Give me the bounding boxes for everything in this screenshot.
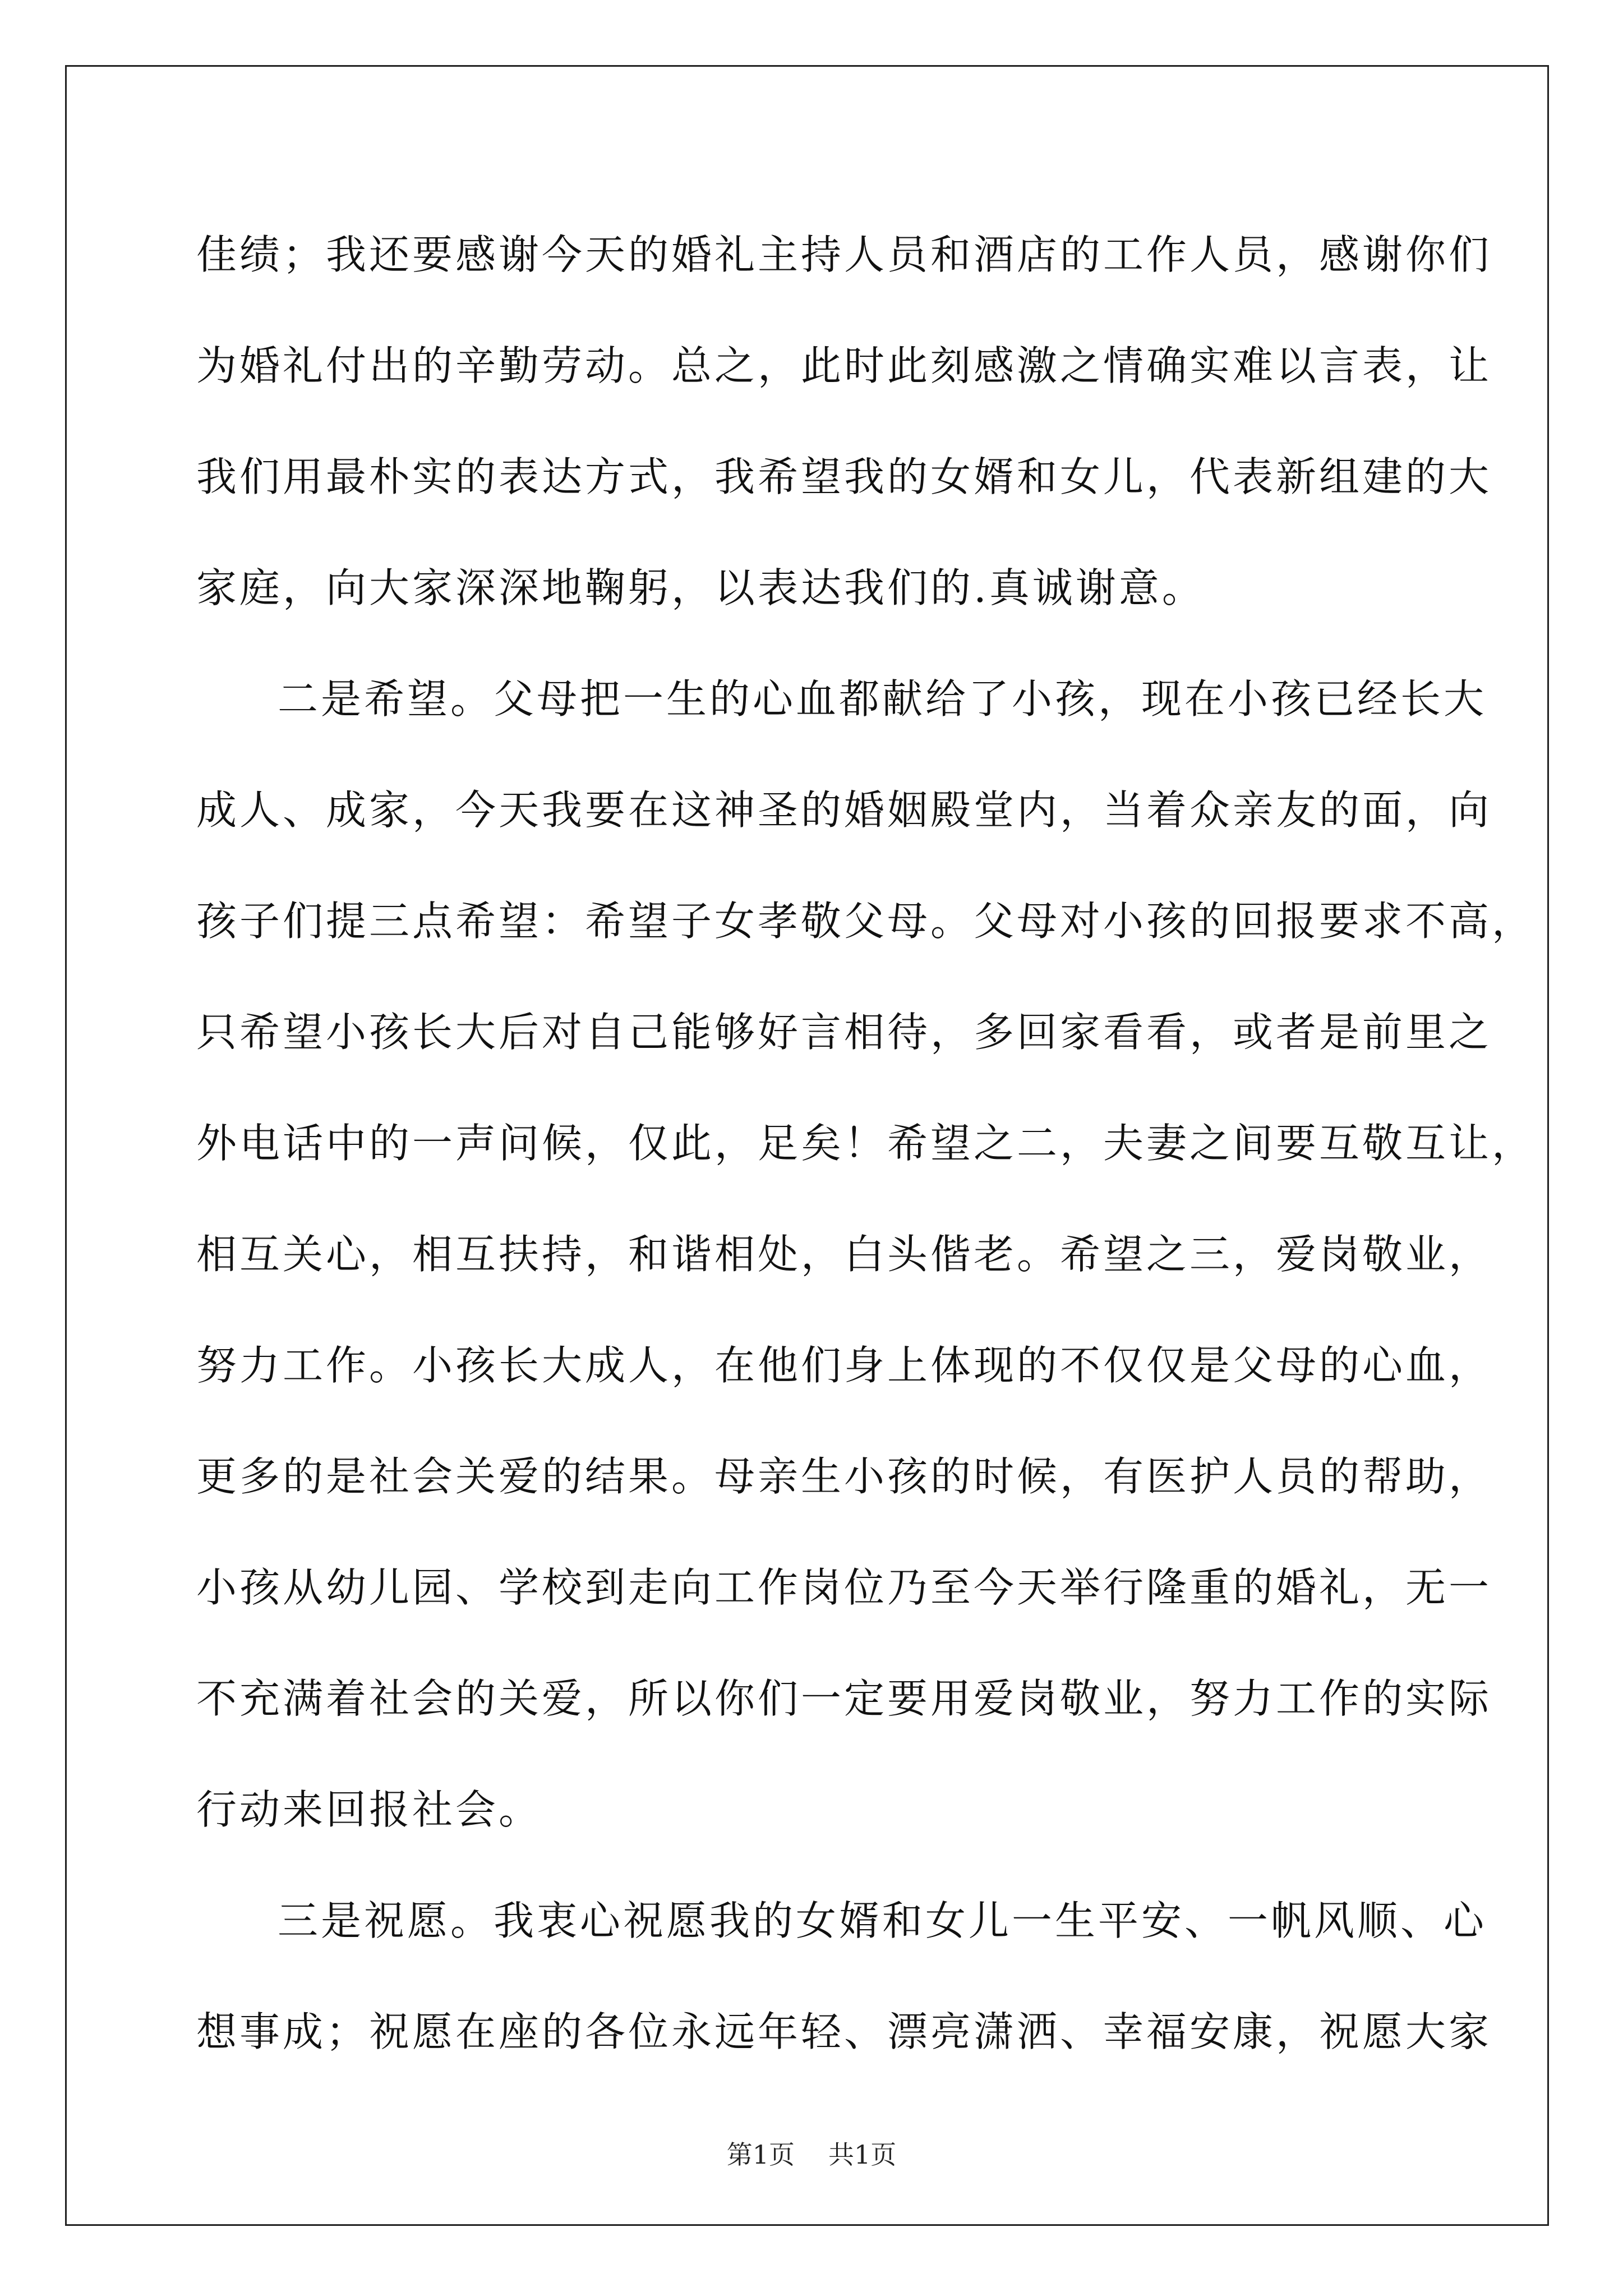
text-line: 只希望小孩长大后对自己能够好言相待，多回家看看，或者是前里之: [196, 1009, 1492, 1056]
text-line: 想事成；祝愿在座的各位永远年轻、漂亮潇洒、幸福安康，祝愿大家: [196, 2008, 1492, 2055]
text-line: 行动来回报社会。: [196, 1786, 542, 1833]
text-line: 小孩从幼儿园、学校到走向工作岗位乃至今天举行隆重的婚礼，无一: [196, 1564, 1492, 1611]
text-line: 相互关心，相互扶持，和谐相处，白头偕老。希望之三，爱岗敬业，: [196, 1231, 1492, 1278]
text-line: 成人、成家，今天我要在这神圣的婚姻殿堂内，当着众亲友的面，向: [196, 786, 1492, 834]
text-line: 外电话中的一声问候，仅此，足矣！希望之二，夫妻之间要互敬互让，: [196, 1120, 1536, 1167]
text-line: 不充满着社会的关爱，所以你们一定要用爱岗敬业，努力工作的实际: [196, 1675, 1492, 1722]
paragraph-start-line: 二是希望。父母把一生的心血都献给了小孩，现在小孩已经长大: [278, 675, 1487, 723]
text-line: 家庭，向大家深深地鞠躬，以表达我们的.真诚谢意。: [196, 564, 1205, 611]
page-footer: [0, 2134, 1623, 2171]
paragraph-start-line: 三是祝愿。我衷心祝愿我的女婿和女儿一生平安、一帆风顺、心: [278, 1897, 1487, 1944]
text-line: 更多的是社会关爱的结果。母亲生小孩的时候，有医护人员的帮助，: [196, 1453, 1492, 1500]
document-body: [196, 199, 1536, 2087]
page-total: 共1页: [828, 2139, 897, 2170]
text-line: 为婚礼付出的辛勤劳动。总之，此时此刻感激之情确实难以言表，让: [196, 342, 1492, 389]
page-number: 第1页: [726, 2139, 795, 2170]
text-line: 孩子们提三点希望：希望子女孝敬父母。父母对小孩的回报要求不高，: [196, 898, 1536, 945]
text-line: 努力工作。小孩长大成人，在他们身上体现的不仅仅是父母的心血，: [196, 1342, 1492, 1389]
text-line: 佳绩；我还要感谢今天的婚礼主持人员和酒店的工作人员，感谢你们: [196, 231, 1492, 278]
text-line: 我们用最朴实的表达方式，我希望我的女婿和女儿，代表新组建的大: [196, 453, 1492, 500]
